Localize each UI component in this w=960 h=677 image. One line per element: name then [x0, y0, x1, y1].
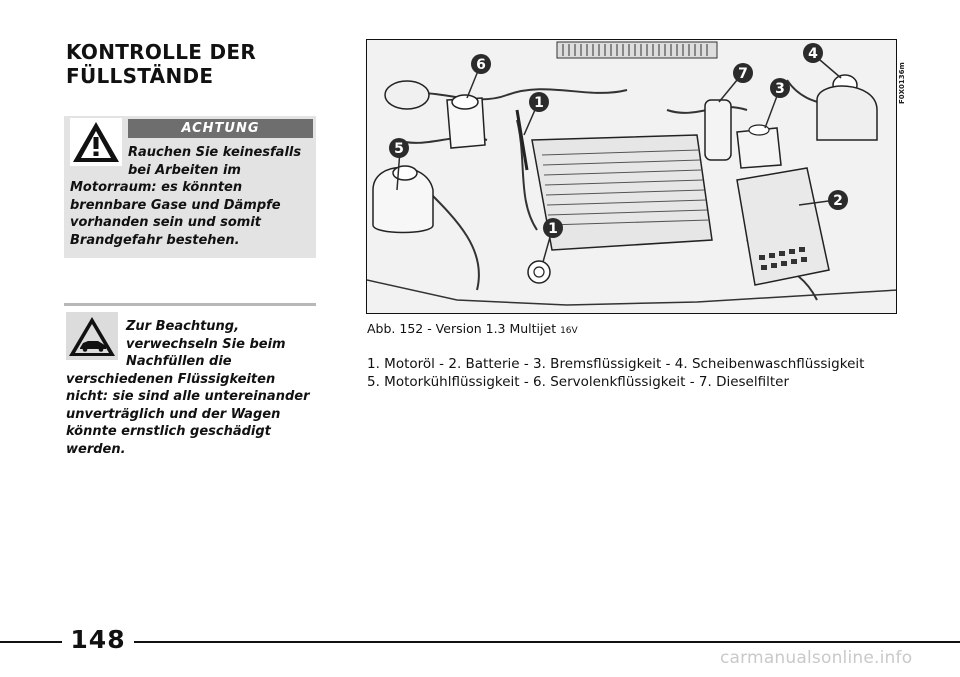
callout-1-bottom — [543, 218, 563, 238]
note-separator — [64, 303, 316, 306]
callout-1-top-label: 1 — [534, 95, 544, 111]
note-text-block — [66, 318, 320, 458]
callout-7 — [733, 63, 753, 83]
callout-4 — [803, 43, 823, 63]
footer-rule-right — [126, 641, 960, 643]
callout-5-label: 5 — [394, 141, 404, 157]
figure-caption-suffix: 16V — [560, 326, 578, 336]
site-watermark: carmanualsonline.info — [720, 648, 913, 668]
callout-5 — [389, 138, 409, 158]
figure-code: F0X0136m — [898, 62, 906, 104]
note-text: Zur Beachtung, verwechseln Sie beim Nachfüllen die verschiedenen Flüssigkeiten nicht: sie sind alle untereinander unverträglich und der Wagen könnte ernstlich geschädigt werden. — [66, 319, 310, 457]
engine-bay-illustration — [367, 40, 897, 314]
legend-line-1: 1. Motoröl - 2. Batterie - 3. Bremsflüssigkeit - 4. Scheibenwaschflüssigkeit — [367, 356, 865, 372]
callout-6 — [471, 54, 491, 74]
callout-7-label: 7 — [738, 66, 748, 82]
figure-caption — [367, 321, 578, 336]
figure-caption-text: Abb. 152 - Version 1.3 Multijet — [367, 321, 557, 336]
callout-2 — [828, 190, 848, 210]
warning-label: ACHTUNG — [128, 119, 313, 138]
section-title-line-2: FÜLLSTÄNDE — [66, 64, 214, 88]
section-title — [66, 40, 326, 88]
callout-3 — [770, 78, 790, 98]
callout-2-label: 2 — [833, 193, 843, 209]
page-number: 148 — [62, 624, 134, 656]
warning-text-block — [70, 144, 314, 249]
legend-line-2: 5. Motorkühlflüssigkeit - 6. Servolenkflüssigkeit - 7. Dieselfilter — [367, 374, 790, 390]
footer-rule-left — [0, 641, 70, 643]
warning-text: Rauchen Sie keinesfalls bei Arbeiten im Motorraum: es könnten brennbare Gase und Dämpfe vorhanden sein und somit Brandgefahr bestehen. — [70, 145, 302, 248]
callout-1-bottom-label: 1 — [548, 221, 558, 237]
figure-legend — [367, 355, 927, 391]
callout-3-label: 3 — [775, 81, 785, 97]
callout-6-label: 6 — [476, 57, 486, 73]
callout-1-top — [529, 92, 549, 112]
callout-4-label: 4 — [808, 46, 818, 62]
section-title-line-1: KONTROLLE DER — [66, 40, 257, 64]
engine-bay-figure — [366, 39, 897, 314]
